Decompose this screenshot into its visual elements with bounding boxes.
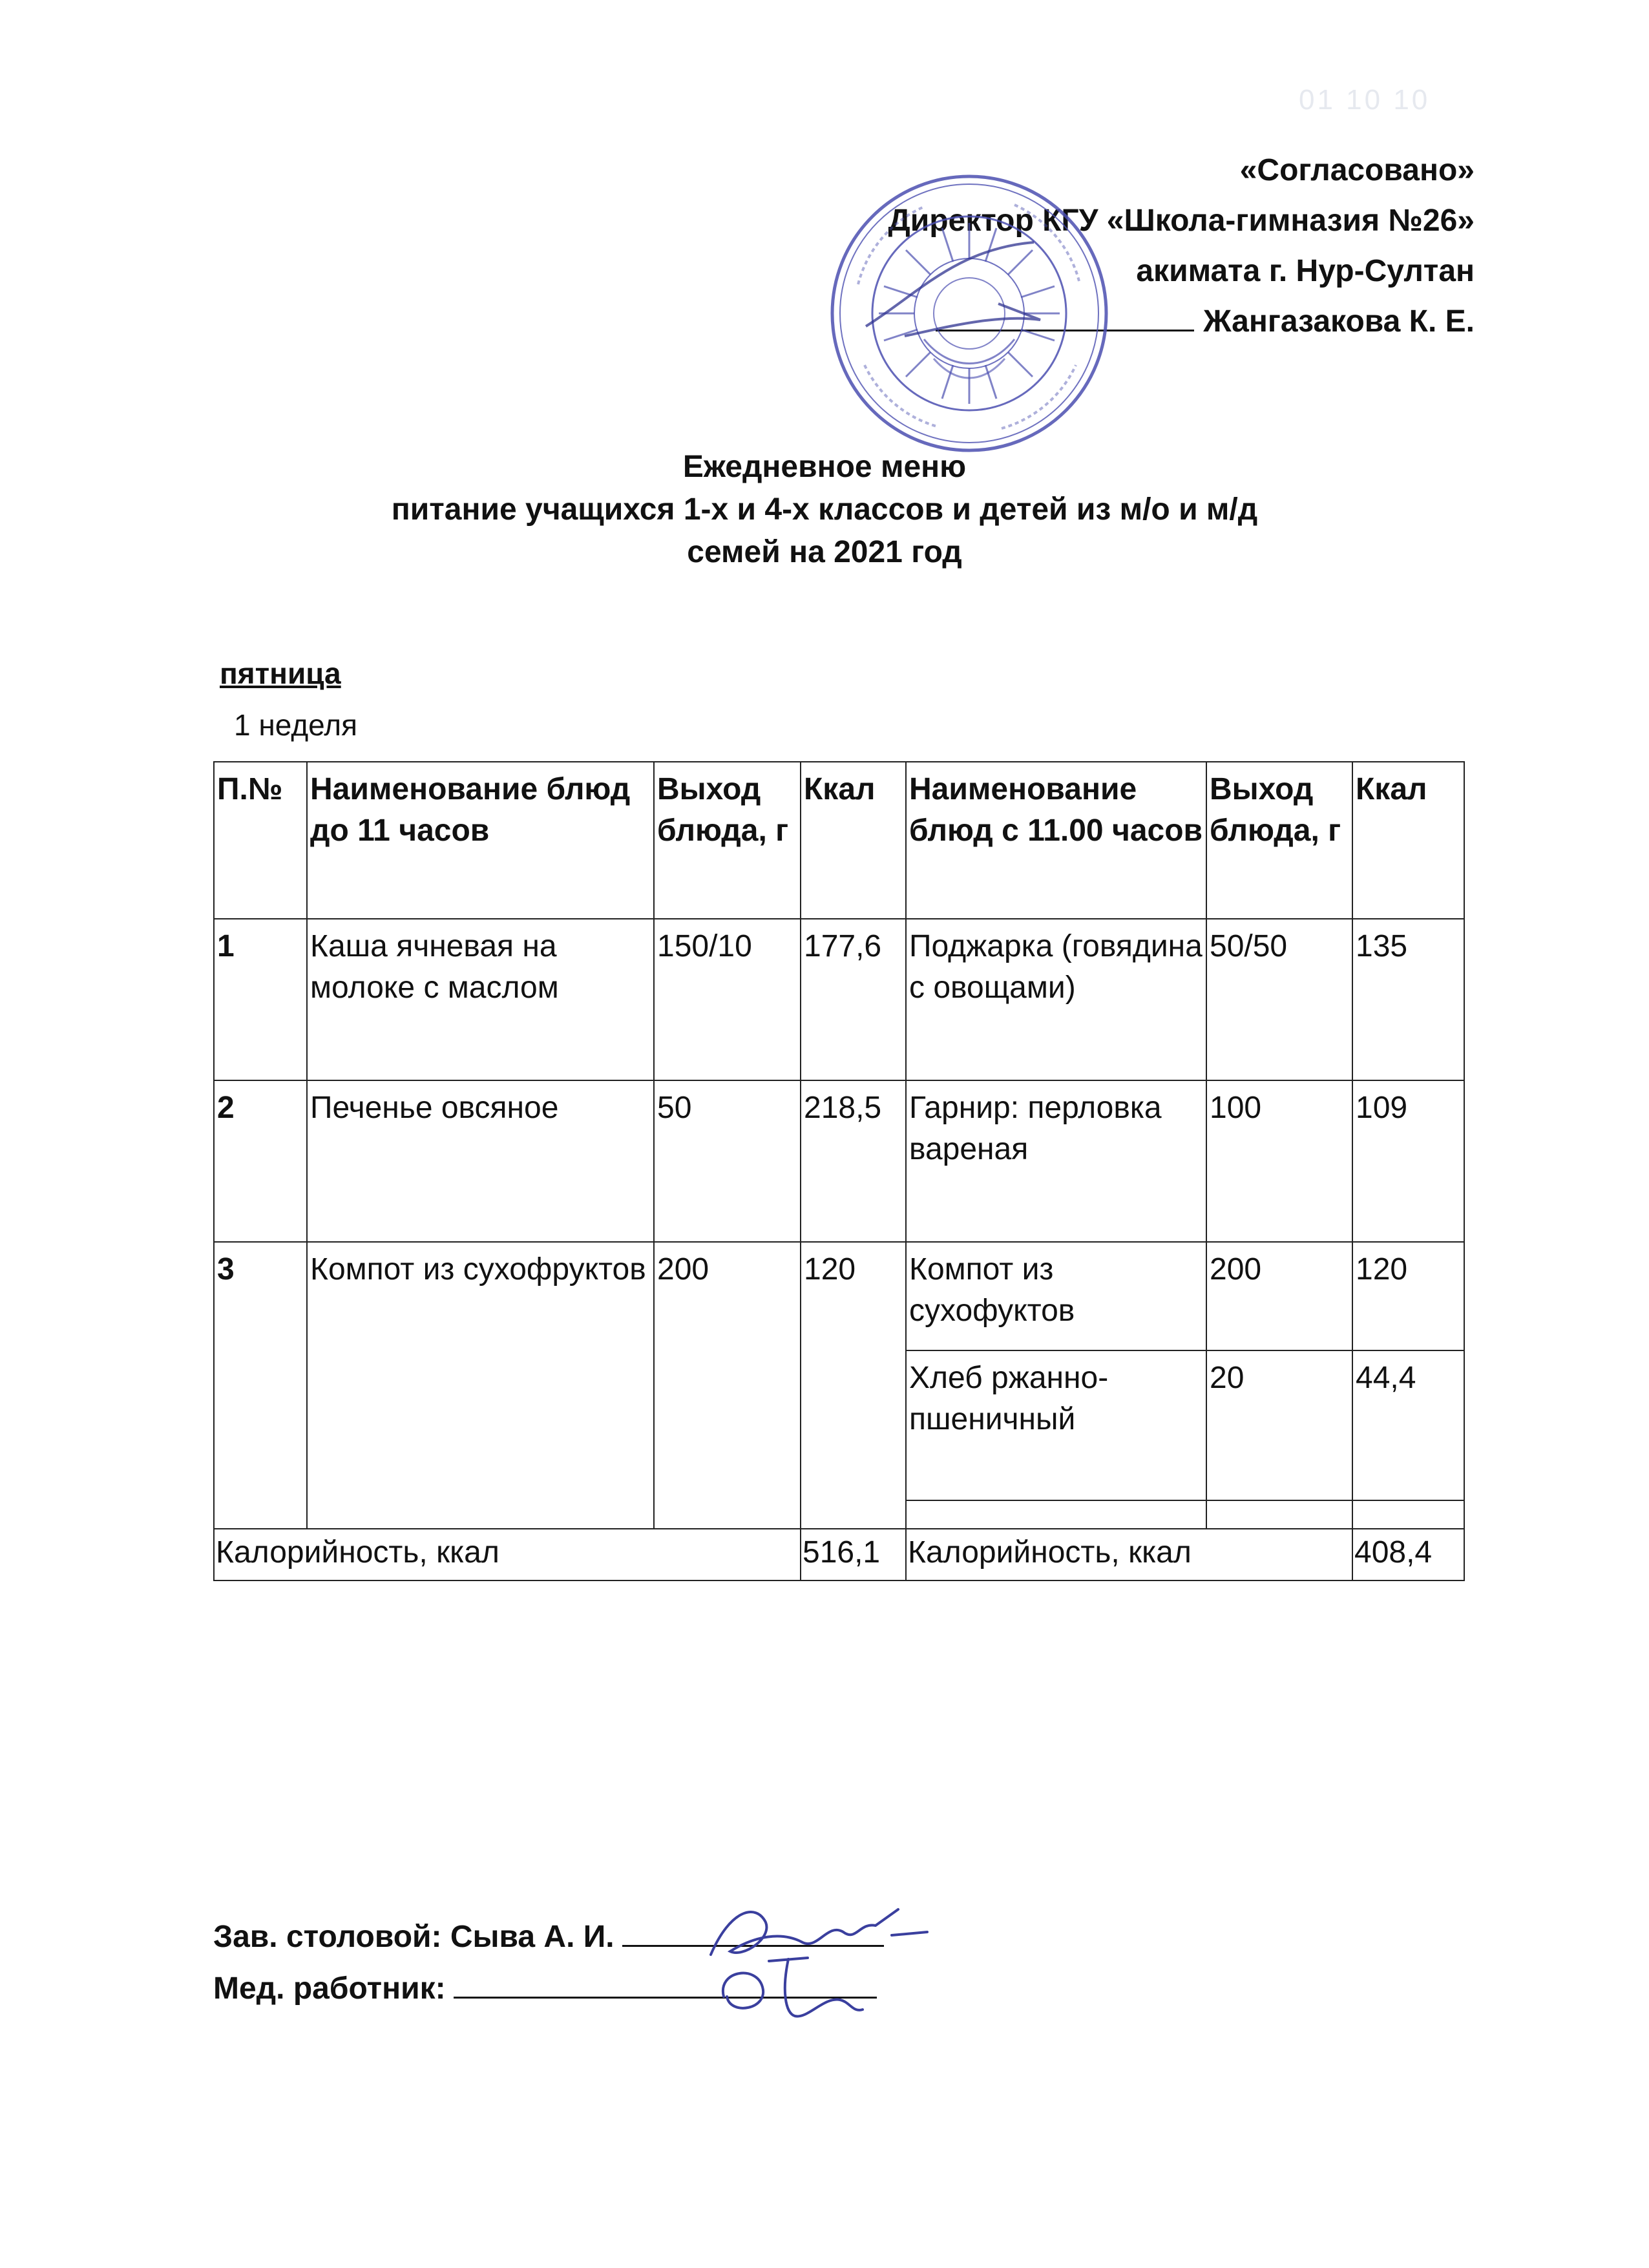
table-row	[214, 919, 1464, 1080]
table-header-row	[214, 762, 1464, 919]
medic-label: Мед. работник:	[213, 1971, 446, 2006]
approval-heading: «Согласовано»	[1239, 153, 1475, 187]
row-number: 2	[214, 1080, 307, 1242]
dish-before-11: Компот из сухофруктов	[307, 1242, 654, 1529]
yield-after-11: 50/50	[1206, 919, 1352, 1080]
medic-handwritten-signature	[711, 1951, 866, 2029]
yield-before-11: 50	[654, 1080, 801, 1242]
table-row	[214, 1242, 1464, 1350]
total-label-left: Калорийность, ккал	[214, 1529, 801, 1580]
kcal-before-11: 177,6	[801, 919, 906, 1080]
table-row	[214, 1080, 1464, 1242]
day-label: пятница	[220, 656, 341, 690]
empty-cell	[1352, 1500, 1464, 1529]
menu-title	[0, 446, 1649, 574]
week-label: 1 неделя	[234, 708, 357, 742]
total-kcal-right: 408,4	[1352, 1529, 1464, 1580]
total-kcal-left: 516,1	[801, 1529, 906, 1580]
header-kcal-2: Ккал	[1352, 762, 1464, 919]
title-line-2: питание учащихся 1-х и 4-х классов и детей из м/о и м/д	[391, 492, 1258, 527]
kcal-after-11: 135	[1352, 919, 1464, 1080]
header-dish-after-11: Наименование блюд с 11.00 часов	[906, 762, 1206, 919]
yield-before-11: 200	[654, 1242, 801, 1529]
kcal-after-11: 120	[1352, 1242, 1464, 1350]
title-line-1: Ежедневное меню	[682, 450, 967, 484]
title-line-3: семей на 2021 год	[687, 535, 962, 569]
kcal-before-11: 218,5	[801, 1080, 906, 1242]
yield-after-11: 20	[1206, 1350, 1352, 1500]
dish-after-11: Компот из сухофуктов	[906, 1242, 1206, 1350]
header-yield-2: Выход блюда, г	[1206, 762, 1352, 919]
dish-before-11: Печенье овсяное	[307, 1080, 654, 1242]
approval-akimat: акимата г. Нур-Султан	[1136, 254, 1475, 288]
dish-before-11: Каша ячневая на молоке с маслом	[307, 919, 654, 1080]
dish-after-11: Поджарка (говядина с овощами)	[906, 919, 1206, 1080]
director-name: Жангазакова К. Е.	[1203, 304, 1475, 339]
empty-cell	[1206, 1500, 1352, 1529]
yield-after-11: 200	[1206, 1242, 1352, 1350]
kcal-after-11: 109	[1352, 1080, 1464, 1242]
menu-table	[213, 761, 1465, 1581]
official-seal	[827, 171, 1111, 456]
row-number: 1	[214, 919, 307, 1080]
total-label-right: Калорийность, ккал	[906, 1529, 1352, 1580]
kcal-after-11: 44,4	[1352, 1350, 1464, 1500]
header-number: П.№	[214, 762, 307, 919]
yield-after-11: 100	[1206, 1080, 1352, 1242]
yield-before-11: 150/10	[654, 919, 801, 1080]
dish-after-11: Хлеб ржанно-пшеничный	[906, 1350, 1206, 1500]
header-yield-1: Выход блюда, г	[654, 762, 801, 919]
empty-cell	[906, 1500, 1206, 1529]
row-number: 3	[214, 1242, 307, 1529]
total-row	[214, 1529, 1464, 1580]
canteen-head-label: Зав. столовой: Сыва А. И.	[213, 1920, 614, 1954]
faint-stamp-number: 01 10 10	[1299, 84, 1431, 116]
dish-after-11: Гарнир: перловка вареная	[906, 1080, 1206, 1242]
header-dish-before-11: Наименование блюд до 11 часов	[307, 762, 654, 919]
header-kcal-1: Ккал	[801, 762, 906, 919]
approval-director: Директор КГУ «Школа-гимназия №26»	[888, 204, 1475, 238]
kcal-before-11: 120	[801, 1242, 906, 1529]
